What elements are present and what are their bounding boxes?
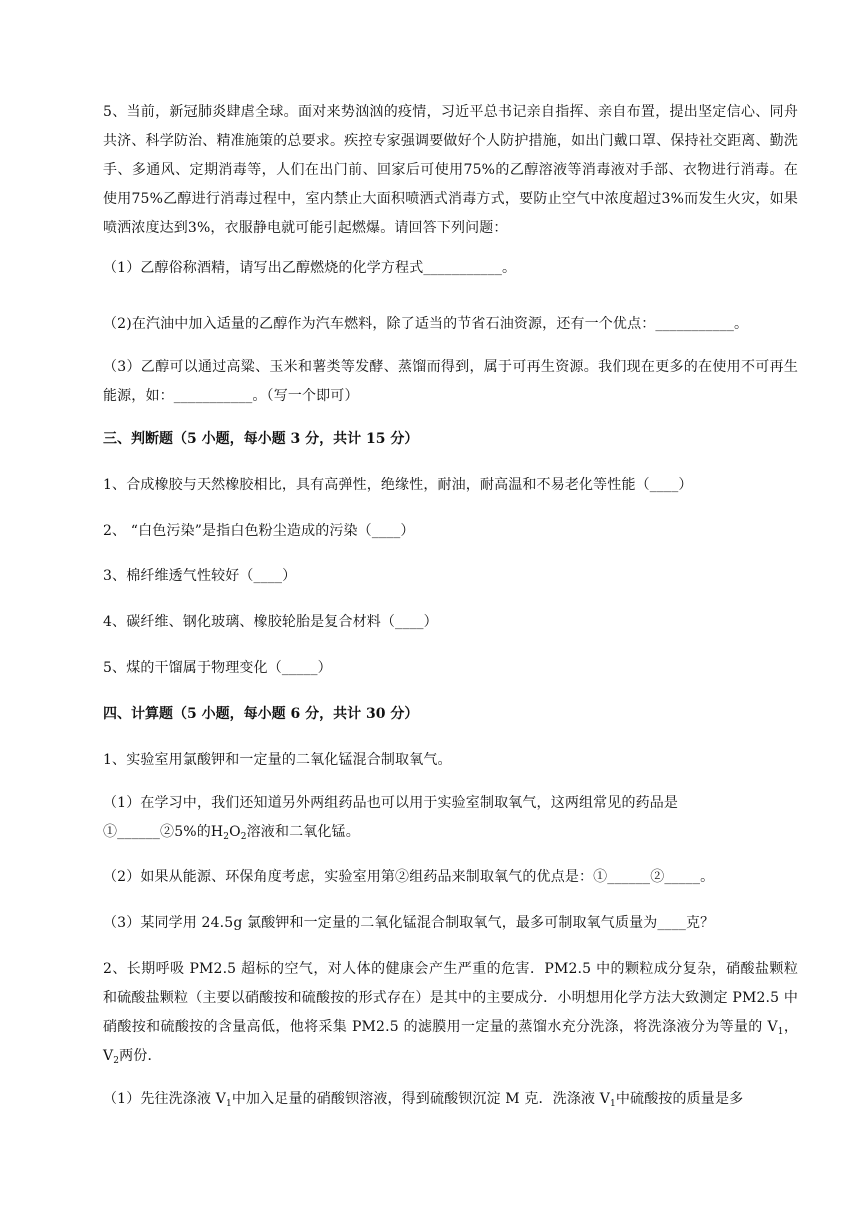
question-5-intro: 5、当前，新冠肺炎肆虐全球。面对来势汹汹的疫情，习近平总书记亲自指挥、亲自布置，提出坚定信心、同舟共济、科学防治、精准施策的总要求。疾控专家强调要做好个人防护措施，如出门戴口罩、保持社交距离、勤洗手、多通风、定期消毒等，人们在出门前、回家后可使用75%的乙醇溶液等消毒液对手部、衣物进行消毒。在使用75%乙醇进行消毒过程中，室内禁止大面积喷洒式消毒方式，要防止空气中浓度超过3%而发生火灾，如果喷洒浓度达到3%，衣服静电就可能引起燃爆。请回答下列问题： [103, 104, 798, 236]
judge-item-4: 4、碳纤维、钢化玻璃、橡胶轮胎是复合材料（____） [103, 614, 438, 630]
calc-q1-part-2: （2）如果从能源、环保角度考虑，实验室用第②组药品来制取氧气的优点是：①______②_____。 [103, 869, 715, 885]
calc-q1-part-3: （3）某同学用 24.5g 氯酸钾和一定量的二氧化锰混合制取氧气，最多可制取氧气质量为____克？ [103, 915, 715, 931]
calc-question-2-stem: 2、长期呼吸 PM2.5 超标的空气，对人体的健康会产生严重的危害．PM2.5 中的颗粒成分复杂，硝酸盐颗粒和硫酸盐颗粒（主要以硝酸按和硫酸按的形式存在）是其中的主要成分．小明想用化学方法大致测定 PM2.5 中硝酸按和硫酸按的含量高低，他将采集 PM2.5 的滤膜用一定量的蒸馏水充分洗涤，将洗涤液分为等量的 $V_1$，$V_2$两份． [103, 961, 798, 1066]
question-5-part-2: （2)在汽油中加入适量的乙醇作为汽车燃料，除了适当的节省石油资源，还有一个优点：___________。 [103, 316, 749, 332]
judge-item-5: 5、煤的干馏属于物理变化（_____） [103, 660, 332, 676]
calc-q1-part-1-line-2: ①______②5%的$H_2O_2$溶液和二氧化锰。 [103, 824, 360, 842]
judge-item-2: 2、 “白色污染”是指白色粉尘造成的污染（____） [103, 523, 415, 539]
calc-question-1-stem: 1、实验室用氯酸钾和一定量的二氧化锰混合制取氧气。 [103, 752, 452, 768]
calc-q1-part-1-line-1: （1）在学习中，我们还知道另外两组药品也可以用于实验室制取氧气，这两组常见的药品是 [103, 795, 679, 811]
question-5-part-3: （3）乙醇可以通过高粱、玉米和薯类等发酵、蒸馏而得到，属于可再生资源。我们现在更多的在使用不可再生能源，如：___________。（写一个即可） [103, 359, 798, 404]
section-4-title: 四、计算题（5 小题，每小题 6 分，共计 30 分） [103, 706, 419, 722]
section-3-title: 三、判断题（5 小题，每小题 3 分，共计 15 分） [103, 431, 419, 447]
calc-q2-part-1: （1）先往洗涤液 $V_1$中加入足量的硝酸钡溶液，得到硫酸钡沉淀 M 克．洗涤液 $V_1$中硫酸按的质量是多 [103, 1091, 744, 1109]
question-5-part-1: （1）乙醇俗称酒精，请写出乙醇燃烧的化学方程式___________。 [103, 260, 517, 276]
judge-item-1: 1、合成橡胶与天然橡胶相比，具有高弹性，绝缘性，耐油，耐高温和不易老化等性能（____） [103, 477, 693, 493]
judge-item-3: 3、棉纤维透气性较好（____） [103, 568, 297, 584]
